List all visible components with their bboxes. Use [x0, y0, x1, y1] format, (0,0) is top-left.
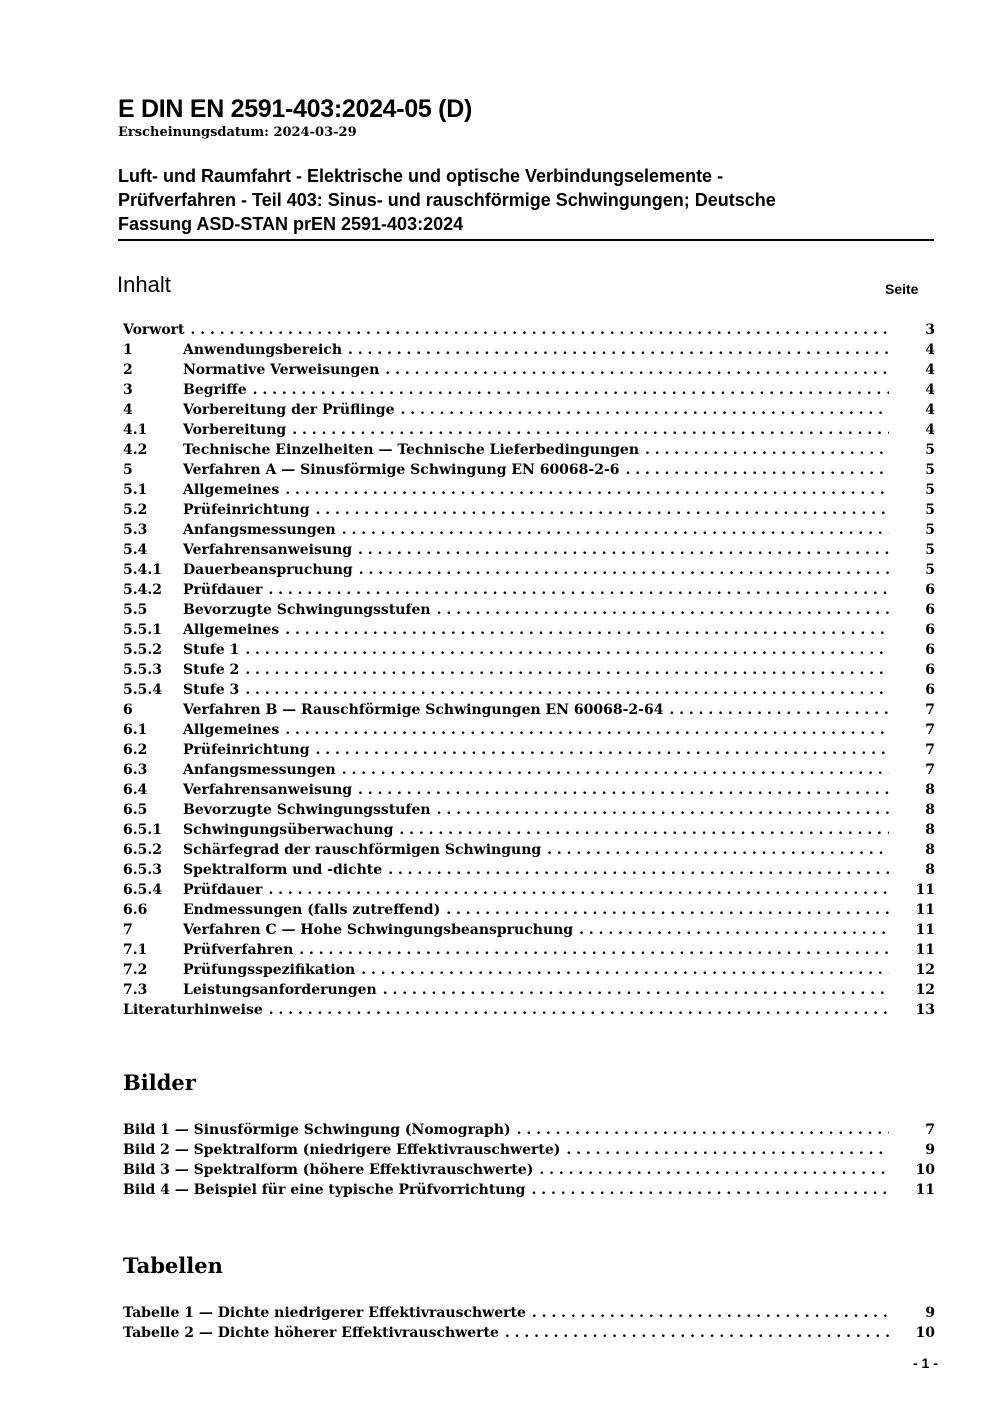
toc-entry[interactable]	[123, 900, 935, 920]
dot-leader	[388, 860, 889, 880]
entry-title: Allgemeines	[183, 482, 280, 498]
toc-entry[interactable]	[123, 1000, 935, 1020]
entry-title: Prüfdauer	[183, 882, 263, 898]
dot-leader	[446, 900, 889, 920]
toc-list	[123, 320, 935, 1020]
entry-number: 6.2	[123, 742, 148, 758]
entry-title: Bild 1 — Sinusförmige Schwingung (Nomograph)	[123, 1122, 511, 1138]
dot-leader	[299, 940, 889, 960]
dot-leader	[437, 600, 889, 620]
entry-page: 5	[925, 482, 935, 498]
entry-number: 7.3	[123, 982, 148, 998]
dot-leader	[268, 880, 889, 900]
dot-leader	[361, 960, 889, 980]
entry-page: 8	[925, 842, 935, 858]
entry-number: 6	[123, 702, 133, 718]
dot-leader	[245, 680, 889, 700]
toc-entry[interactable]	[123, 700, 935, 720]
figures-list	[123, 1120, 935, 1200]
toc-entry[interactable]	[123, 880, 935, 900]
entry-page: 4	[925, 402, 935, 418]
document-title-line: Luft- und Raumfahrt - Elektrische und optische Verbindungselemente -	[118, 166, 724, 186]
toc-entry[interactable]	[123, 580, 935, 600]
toc-entry[interactable]	[123, 720, 935, 740]
entry-title: Stufe 1	[183, 642, 240, 658]
entry-number: 5.4.2	[123, 582, 162, 598]
toc-entry[interactable]	[123, 740, 935, 760]
entry-title: Vorbereitung der Prüflinge	[183, 402, 395, 418]
entry-page: 6	[925, 662, 935, 678]
dot-leader	[358, 540, 889, 560]
dot-leader	[531, 1180, 889, 1200]
document-id: E DIN EN 2591-403:2024-05 (D)	[118, 95, 472, 123]
entry-number: 7.1	[123, 942, 148, 958]
dot-leader	[547, 840, 889, 860]
entry-page: 4	[925, 362, 935, 378]
dot-leader	[285, 480, 889, 500]
dot-leader	[517, 1120, 889, 1140]
entry-title: Technische Einzelheiten — Technische Lieferbedingungen	[183, 442, 639, 458]
figure-entry[interactable]	[123, 1160, 935, 1180]
entry-number: 5.5.4	[123, 682, 162, 698]
entry-page: 5	[925, 522, 935, 538]
dot-leader	[269, 1000, 889, 1020]
entry-page: 5	[925, 462, 935, 478]
toc-entry[interactable]	[123, 840, 935, 860]
entry-number: 5	[123, 462, 133, 478]
entry-title: Bevorzugte Schwingungsstufen	[183, 802, 431, 818]
toc-entry[interactable]	[123, 760, 935, 780]
toc-entry[interactable]	[123, 500, 935, 520]
toc-entry[interactable]	[123, 780, 935, 800]
entry-title: Prüfungsspezifikation	[183, 962, 356, 978]
entry-title: Anwendungsbereich	[183, 342, 342, 358]
entry-number: 5.5.2	[123, 642, 162, 658]
toc-entry[interactable]	[123, 560, 935, 580]
entry-page: 11	[915, 942, 935, 958]
dot-leader	[358, 780, 889, 800]
entry-number: 6.5	[123, 802, 148, 818]
entry-title: Verfahrensanweisung	[183, 782, 353, 798]
dot-leader	[191, 320, 889, 340]
page-number: - 1 -	[913, 1355, 938, 1371]
entry-title: Schwingungsüberwachung	[183, 822, 394, 838]
toc-entry[interactable]	[123, 360, 935, 380]
entry-page: 10	[915, 1325, 935, 1341]
entry-title: Stufe 3	[183, 682, 240, 698]
entry-page: 8	[925, 782, 935, 798]
entry-page: 3	[925, 322, 935, 338]
toc-entry[interactable]	[123, 380, 935, 400]
entry-page: 6	[925, 622, 935, 638]
entry-title: Tabelle 1 — Dichte niedrigerer Effektivrauschwerte	[123, 1305, 526, 1321]
dot-leader	[505, 1323, 889, 1343]
toc-entry[interactable]	[123, 960, 935, 980]
toc-entry[interactable]	[123, 980, 935, 1000]
entry-page: 5	[925, 562, 935, 578]
toc-entry[interactable]	[123, 680, 935, 700]
table-entry[interactable]	[123, 1323, 935, 1343]
entry-page: 6	[925, 682, 935, 698]
entry-page: 10	[915, 1162, 935, 1178]
document-title-line: Prüfverfahren - Teil 403: Sinus- und rauschförmige Schwingungen; Deutsche	[118, 190, 776, 210]
toc-entry[interactable]	[123, 920, 935, 940]
dot-leader	[669, 700, 889, 720]
dot-leader	[645, 440, 889, 460]
entry-title: Prüfeinrichtung	[183, 502, 310, 518]
entry-page: 4	[925, 382, 935, 398]
toc-entry[interactable]	[123, 620, 935, 640]
entry-number: 5.2	[123, 502, 148, 518]
entry-page: 6	[925, 602, 935, 618]
toc-entry[interactable]	[123, 600, 935, 620]
toc-entry[interactable]	[123, 860, 935, 880]
toc-entry[interactable]	[123, 400, 935, 420]
entry-number: 7	[123, 922, 133, 938]
toc-page-column-label: Seite	[885, 281, 919, 297]
entry-page: 11	[915, 1182, 935, 1198]
entry-number: 1	[123, 342, 133, 358]
entry-title: Vorwort	[123, 322, 185, 338]
dot-leader	[316, 500, 889, 520]
entry-page: 11	[915, 922, 935, 938]
entry-number: 6.5.2	[123, 842, 162, 858]
dot-leader	[245, 660, 889, 680]
entry-title: Tabelle 2 — Dichte höherer Effektivrauschwerte	[123, 1325, 499, 1341]
entry-number: 5.1	[123, 482, 148, 498]
toc-entry[interactable]	[123, 520, 935, 540]
entry-page: 8	[925, 822, 935, 838]
entry-number: 5.4	[123, 542, 148, 558]
dot-leader	[437, 800, 889, 820]
entry-title: Vorbereitung	[183, 422, 287, 438]
toc-entry[interactable]	[123, 460, 935, 480]
entry-number: 6.3	[123, 762, 148, 778]
entry-page: 5	[925, 502, 935, 518]
entry-title: Bild 2 — Spektralform (niedrigere Effektivrauschwerte)	[123, 1142, 561, 1158]
toc-entry[interactable]	[123, 440, 935, 460]
dot-leader	[253, 380, 889, 400]
entry-number: 4.1	[123, 422, 148, 438]
dot-leader	[342, 520, 889, 540]
document-title-line: Fassung ASD-STAN prEN 2591-403:2024	[118, 214, 464, 234]
entry-title: Prüfeinrichtung	[183, 742, 310, 758]
entry-number: 5.5.3	[123, 662, 162, 678]
dot-leader	[359, 560, 889, 580]
tables-heading: Tabellen	[123, 1253, 223, 1278]
entry-page: 6	[925, 642, 935, 658]
entry-page: 4	[925, 422, 935, 438]
dot-leader	[285, 620, 889, 640]
toc-heading: Inhalt	[117, 272, 171, 297]
entry-title: Verfahrensanweisung	[183, 542, 353, 558]
entry-page: 6	[925, 582, 935, 598]
toc-entry[interactable]	[123, 420, 935, 440]
entry-title: Allgemeines	[183, 722, 280, 738]
entry-page: 7	[925, 1122, 935, 1138]
entry-title: Prüfverfahren	[183, 942, 294, 958]
entry-number: 2	[123, 362, 133, 378]
entry-title: Endmessungen (falls zutreffend)	[183, 902, 441, 918]
entry-number: 6.5.1	[123, 822, 162, 838]
entry-title: Prüfdauer	[183, 582, 263, 598]
figure-entry[interactable]	[123, 1180, 935, 1200]
entry-page: 7	[925, 702, 935, 718]
dot-leader	[285, 720, 889, 740]
entry-page: 9	[925, 1142, 935, 1158]
entry-title: Verfahren A — Sinusförmige Schwingung EN 60068-2-6	[183, 462, 620, 478]
toc-entry[interactable]	[123, 480, 935, 500]
entry-title: Verfahren B — Rauschförmige Schwingungen EN 60068-2-64	[183, 702, 664, 718]
entry-title: Bild 3 — Spektralform (höhere Effektivrauschwerte)	[123, 1162, 534, 1178]
entry-number: 6.4	[123, 782, 148, 798]
entry-number: 5.4.1	[123, 562, 162, 578]
figure-entry[interactable]	[123, 1140, 935, 1160]
entry-page: 4	[925, 342, 935, 358]
entry-title: Bild 4 — Beispiel für eine typische Prüfvorrichtung	[123, 1182, 526, 1198]
toc-entry[interactable]	[123, 340, 935, 360]
entry-page: 7	[925, 742, 935, 758]
entry-page: 12	[915, 962, 935, 978]
table-entry[interactable]	[123, 1303, 935, 1323]
entry-number: 6.5.3	[123, 862, 162, 878]
entry-title: Allgemeines	[183, 622, 280, 638]
entry-page: 8	[925, 802, 935, 818]
dot-leader	[539, 1160, 889, 1180]
entry-page: 5	[925, 542, 935, 558]
entry-page: 11	[915, 882, 935, 898]
entry-page: 13	[915, 1002, 935, 1018]
dot-leader	[268, 580, 889, 600]
toc-entry[interactable]	[123, 940, 935, 960]
entry-page: 11	[915, 902, 935, 918]
entry-title: Literaturhinweise	[123, 1002, 263, 1018]
toc-entry[interactable]	[123, 660, 935, 680]
figures-heading: Bilder	[123, 1070, 196, 1095]
entry-number: 4.2	[123, 442, 148, 458]
entry-number: 4	[123, 402, 133, 418]
dot-leader	[399, 820, 889, 840]
entry-number: 5.5	[123, 602, 148, 618]
toc-entry[interactable]	[123, 320, 935, 340]
entry-title: Bevorzugte Schwingungsstufen	[183, 602, 431, 618]
dot-leader	[316, 740, 889, 760]
entry-title: Normative Verweisungen	[183, 362, 380, 378]
entry-page: 7	[925, 722, 935, 738]
entry-page: 9	[925, 1305, 935, 1321]
dot-leader	[532, 1303, 889, 1323]
dot-leader	[626, 460, 889, 480]
entry-page: 12	[915, 982, 935, 998]
dot-leader	[342, 760, 889, 780]
dot-leader	[292, 420, 889, 440]
dot-leader	[566, 1140, 889, 1160]
dot-leader	[245, 640, 889, 660]
entry-number: 6.6	[123, 902, 148, 918]
toc-entry[interactable]	[123, 540, 935, 560]
entry-number: 6.1	[123, 722, 148, 738]
entry-page: 5	[925, 442, 935, 458]
entry-number: 5.5.1	[123, 622, 162, 638]
figure-entry[interactable]	[123, 1120, 935, 1140]
entry-number: 7.2	[123, 962, 148, 978]
toc-entry[interactable]	[123, 640, 935, 660]
dot-leader	[400, 400, 889, 420]
entry-number: 6.5.4	[123, 882, 162, 898]
entry-page: 8	[925, 862, 935, 878]
entry-title: Anfangsmessungen	[183, 522, 336, 538]
entry-title: Schärfegrad der rauschförmigen Schwingung	[183, 842, 542, 858]
toc-entry[interactable]	[123, 800, 935, 820]
entry-number: 3	[123, 382, 133, 398]
dot-leader	[348, 340, 889, 360]
entry-title: Leistungsanforderungen	[183, 982, 377, 998]
entry-number: 5.3	[123, 522, 148, 538]
dot-leader	[579, 920, 889, 940]
entry-title: Dauerbeanspruchung	[183, 562, 353, 578]
entry-title: Anfangsmessungen	[183, 762, 336, 778]
publication-date: Erscheinungsdatum: 2024-03-29	[118, 125, 357, 140]
dot-leader	[383, 980, 889, 1000]
document-title	[118, 164, 934, 241]
dot-leader	[385, 360, 889, 380]
entry-title: Begriffe	[183, 382, 247, 398]
toc-entry[interactable]	[123, 820, 935, 840]
entry-title: Spektralform und -dichte	[183, 862, 383, 878]
tables-list	[123, 1303, 935, 1343]
entry-title: Stufe 2	[183, 662, 240, 678]
entry-title: Verfahren C — Hohe Schwingungsbeanspruchung	[183, 922, 574, 938]
entry-page: 7	[925, 762, 935, 778]
